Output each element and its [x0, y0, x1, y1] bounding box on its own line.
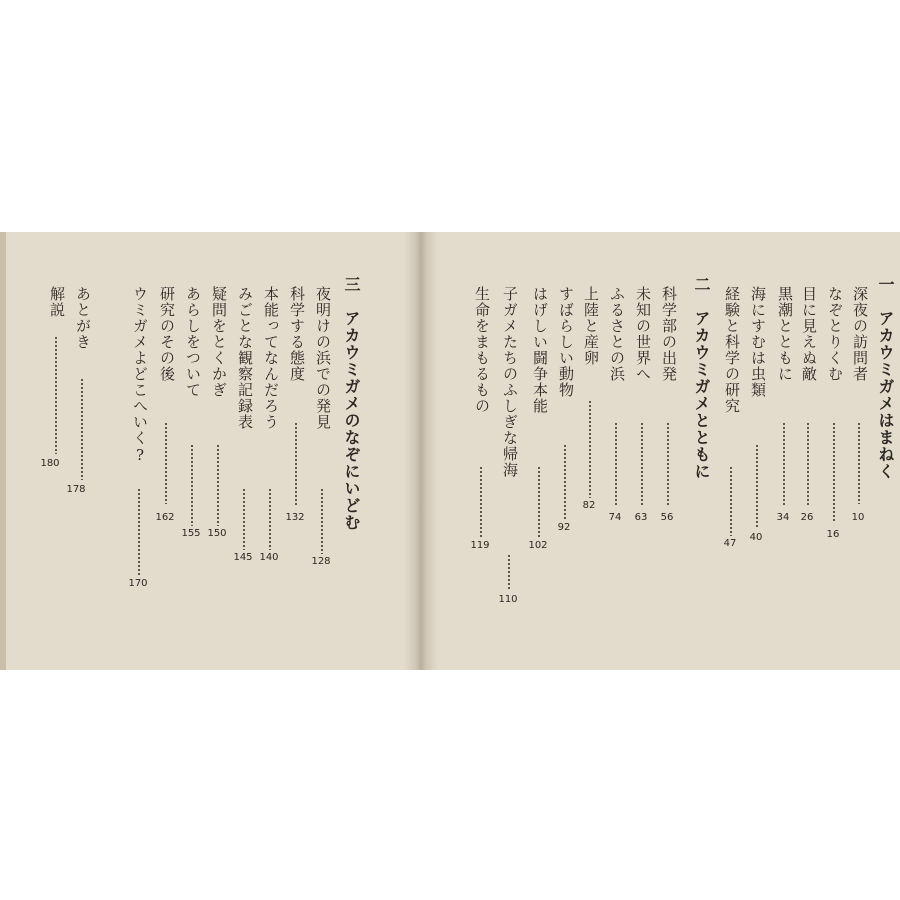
page-number: 10 [851, 512, 865, 523]
leader-dots [589, 400, 591, 498]
page-number: 34 [776, 512, 790, 523]
page-edge [0, 232, 6, 670]
leader-dots [538, 466, 540, 538]
toc-entry: 海にすむは虫類 [749, 286, 767, 398]
toc-entry: 生命をまもるもの [473, 286, 491, 414]
toc-entry: 未知の世界へ [634, 286, 652, 382]
leader-dots [243, 488, 245, 550]
section-title: アカウミガメとともに [692, 310, 711, 480]
page-number: 178 [66, 484, 86, 495]
toc-entry: 夜明けの浜での発見 [314, 286, 332, 430]
page-number: 132 [285, 512, 305, 523]
leader-dots [55, 336, 57, 454]
page-number: 110 [498, 594, 518, 605]
page-number: 56 [660, 512, 674, 523]
leader-dots [641, 422, 643, 506]
toc-entry: あらしをついて [184, 286, 202, 398]
toc-entry: ふるさとの浜 [608, 286, 626, 382]
page-number: 82 [582, 500, 596, 511]
section-number: 二 [692, 276, 711, 293]
leader-dots [321, 488, 323, 554]
toc-entry: 上陸と産卵 [582, 286, 600, 366]
leader-dots [165, 422, 167, 504]
leader-dots [138, 488, 140, 576]
toc-entry: すばらしい動物 [557, 286, 575, 398]
toc-entry: 経験と科学の研究 [723, 286, 741, 414]
leader-dots [81, 378, 83, 480]
toc-entry: ウミガメよどこへいく? [131, 286, 149, 465]
leader-dots [564, 444, 566, 520]
leader-dots [783, 422, 785, 506]
leader-dots [480, 466, 482, 538]
leader-dots [615, 422, 617, 506]
page-number: 40 [749, 532, 763, 543]
page-number: 162 [155, 512, 175, 523]
toc-entry: あとがき [74, 286, 92, 350]
leader-dots [730, 466, 732, 536]
toc-entry: 科学する態度 [288, 286, 306, 382]
page-number: 150 [207, 528, 227, 539]
toc-entry: 科学部の出発 [660, 286, 678, 382]
toc-entry: なぞとりくむ [826, 286, 844, 382]
toc-entry: 深夜の訪問者 [851, 286, 869, 382]
book-spread [0, 232, 900, 670]
section-heading-2 [688, 276, 712, 480]
leader-dots [833, 422, 835, 522]
page-number: 128 [311, 556, 331, 567]
toc-entry: みごとな観察記録表 [236, 286, 254, 430]
page-number: 92 [557, 522, 571, 533]
leader-dots [191, 444, 193, 526]
toc-entry: 黒潮とともに [776, 286, 794, 382]
leader-dots [858, 422, 860, 504]
toc-entry: 本能ってなんだろう [262, 286, 280, 430]
section-heading-1 [872, 276, 896, 480]
page-number: 140 [259, 552, 279, 563]
page-number: 63 [634, 512, 648, 523]
leader-dots [217, 444, 219, 526]
toc-entry: 目に見えぬ敵 [800, 286, 818, 382]
leader-dots [269, 488, 271, 550]
leader-dots [667, 422, 669, 506]
page-number: 119 [470, 540, 490, 551]
toc-entry: はげしい闘争本能 [531, 286, 549, 414]
section-title: アカウミガメはまねく [876, 310, 895, 480]
section-title: アカウミガメのなぞにいどむ [342, 310, 361, 531]
toc-entry: 疑問をとくかぎ [210, 286, 228, 398]
page-number: 180 [40, 458, 60, 469]
leader-dots [508, 554, 510, 590]
page-number: 102 [528, 540, 548, 551]
leader-dots [295, 422, 297, 506]
leader-dots [756, 444, 758, 528]
page-number: 145 [233, 552, 253, 563]
page-number: 74 [608, 512, 622, 523]
page-number: 16 [826, 529, 840, 540]
toc-entry: 研究のその後 [158, 286, 176, 382]
toc-entry: 子ガメたちのふしぎな帰海 [501, 286, 519, 478]
book-gutter [404, 232, 438, 670]
toc-entry: 解説 [48, 286, 66, 318]
page-number: 155 [181, 528, 201, 539]
section-heading-3 [338, 276, 362, 531]
section-number: 三 [342, 276, 361, 293]
page-number: 26 [800, 512, 814, 523]
section-number: 一 [876, 276, 895, 293]
leader-dots [807, 422, 809, 506]
page-number: 47 [723, 538, 737, 549]
page-number: 170 [128, 578, 148, 589]
